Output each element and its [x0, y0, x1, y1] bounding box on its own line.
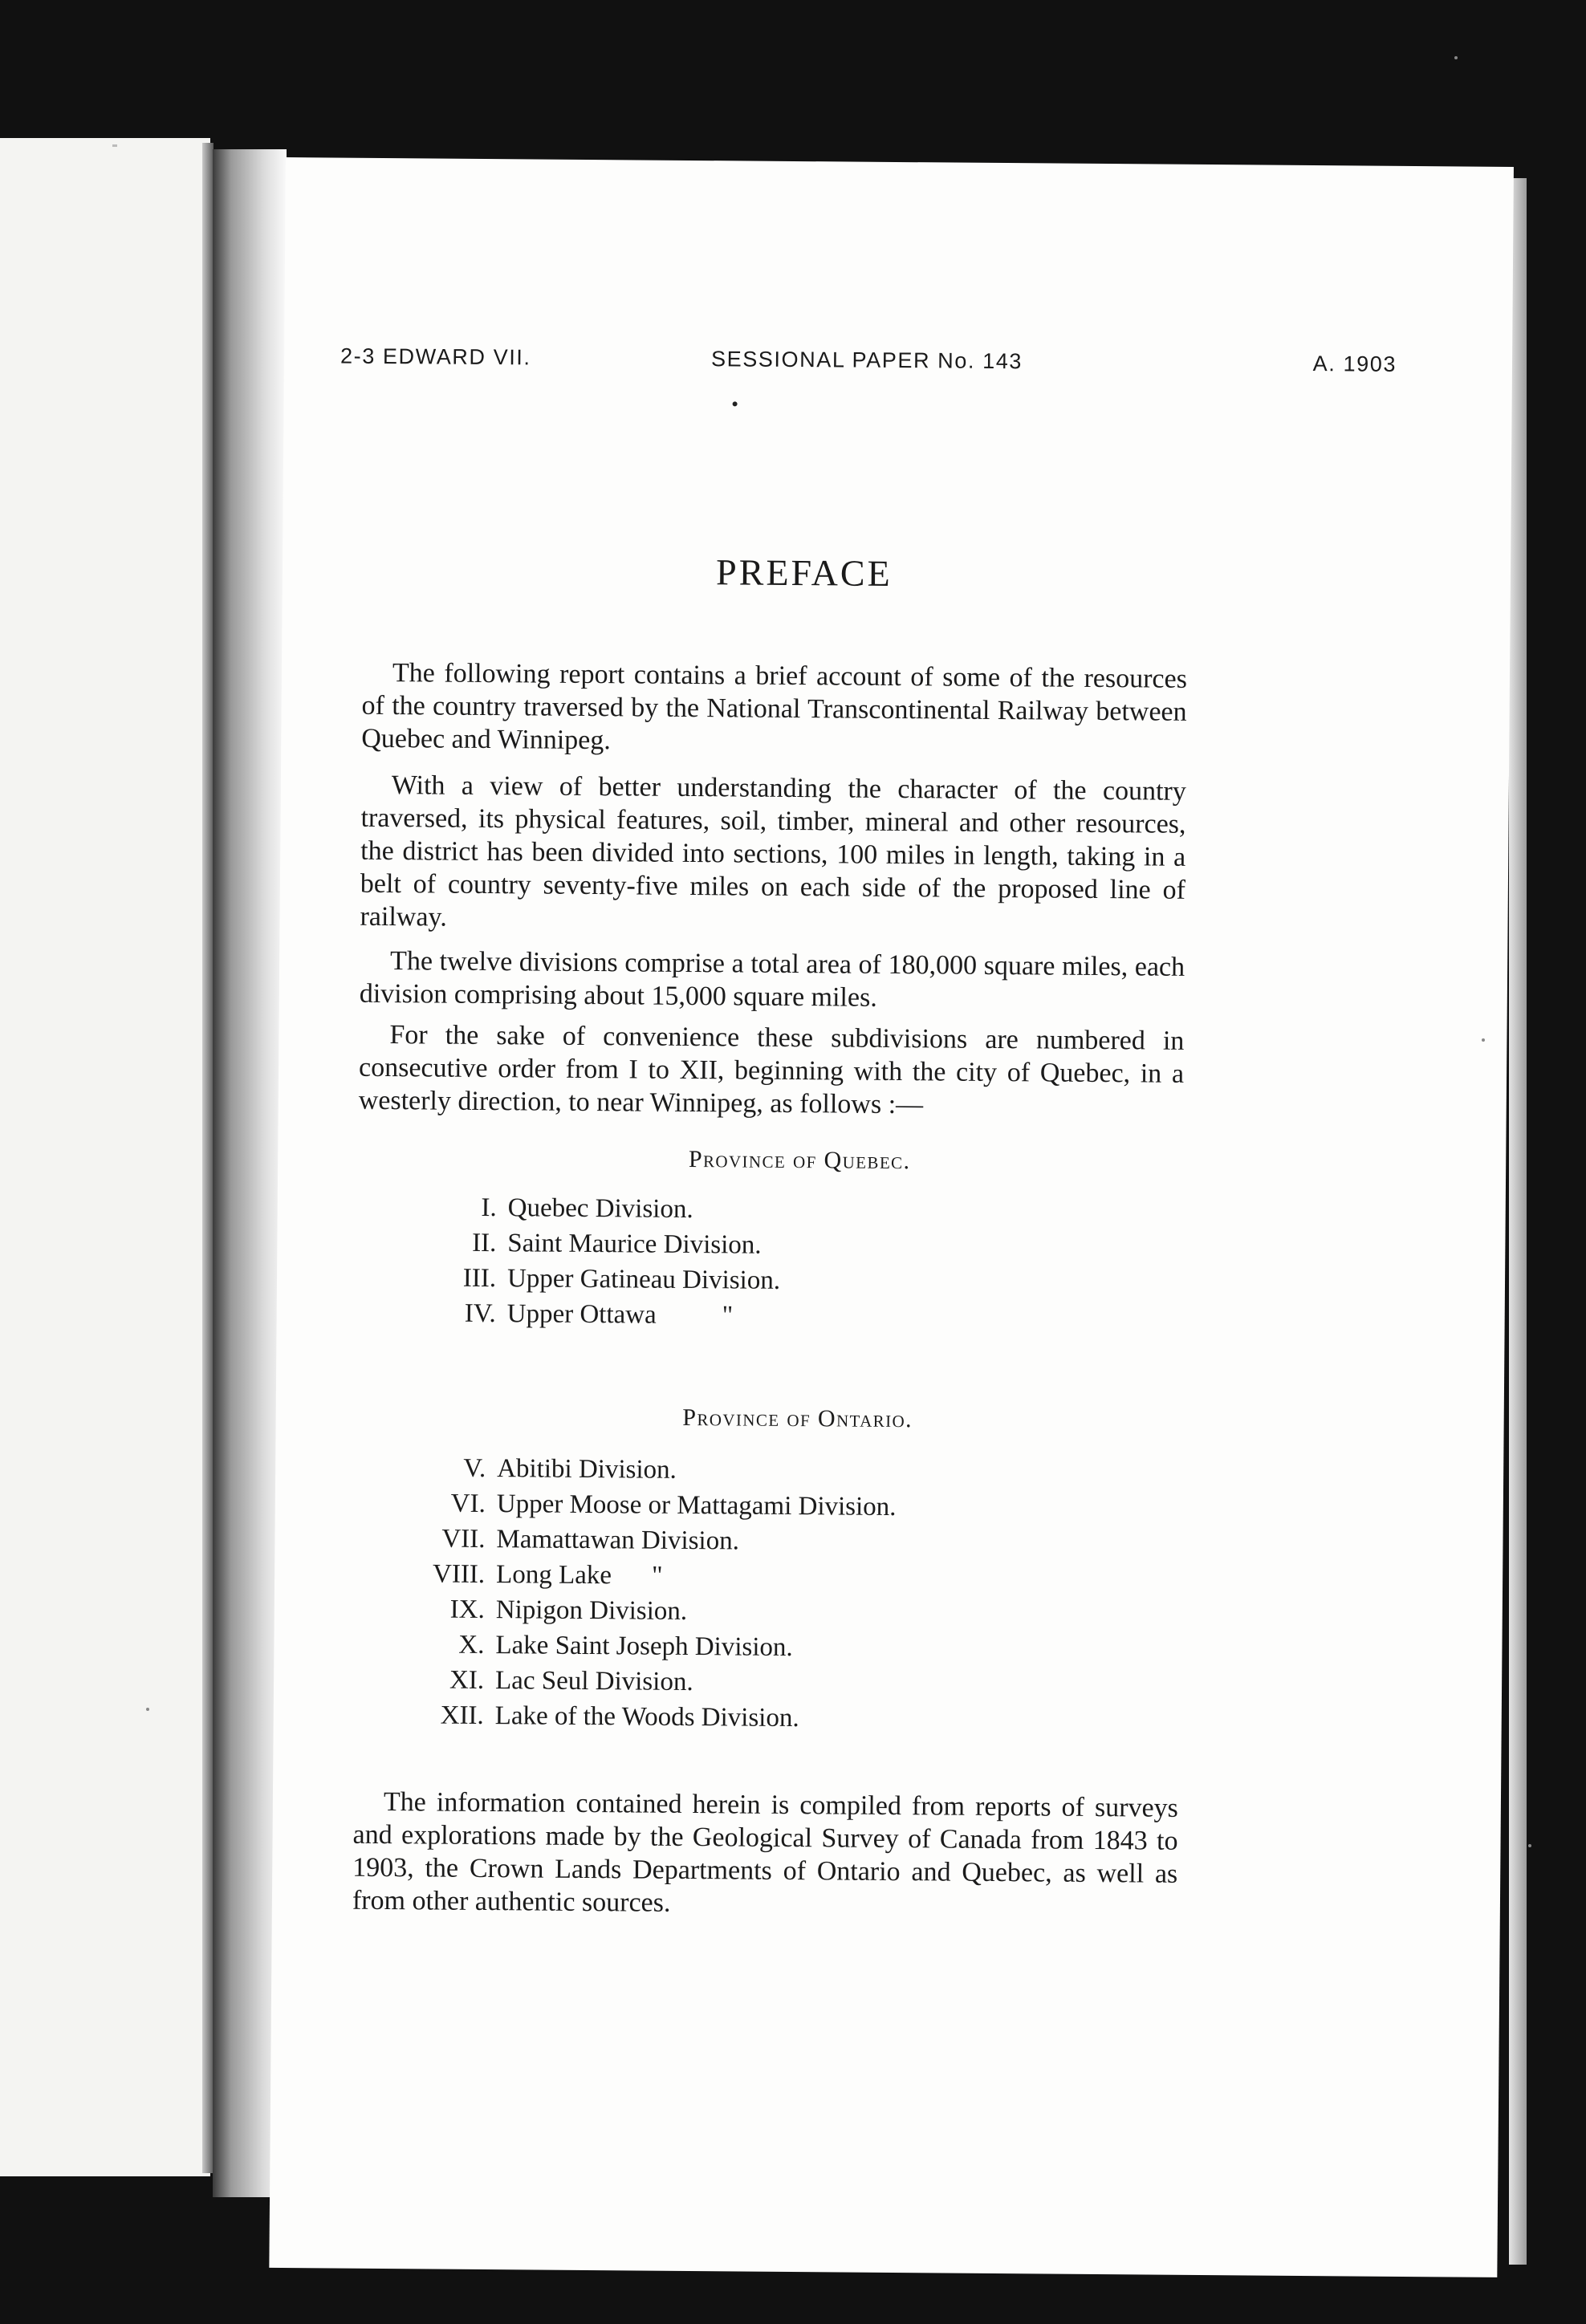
- province-quebec-heading: Province of Quebec.: [688, 1145, 911, 1175]
- division-number: X.: [458, 1630, 485, 1660]
- division-name: Lake of the Woods Division.: [494, 1701, 799, 1733]
- province-ontario-heading: Province of Ontario.: [682, 1404, 913, 1433]
- header-year: A. 1903: [1312, 351, 1397, 376]
- scan-speck: [1482, 1038, 1485, 1042]
- list-item: [278, 1188, 1080, 1230]
- paragraph-text: With a view of better understanding the character of the country traversed, its physical features, soil, timber, mineral and other resources, the district has been divided into sections, 100 miles in length, taking in a belt of country seventy-five miles on each side of the proposed line of railway.: [360, 770, 1186, 932]
- division-number: VIII.: [432, 1559, 486, 1590]
- division-number: II.: [472, 1228, 497, 1258]
- division-name: Saint Maurice Division.: [507, 1229, 762, 1260]
- header-sessional-paper: SESSIONAL PAPER No. 143: [710, 347, 1023, 374]
- list-item: [274, 1555, 1077, 1597]
- division-number: XI.: [449, 1665, 485, 1695]
- list-item: [275, 1449, 1078, 1491]
- paragraph: [361, 656, 1187, 762]
- list-item: [274, 1520, 1077, 1562]
- paragraph-text: The twelve divisions comprise a total area of 180,000 square miles, each division comprising about 15,000 square miles.: [359, 946, 1185, 1013]
- scan-speck: [146, 1708, 149, 1711]
- running-header: [340, 344, 1397, 384]
- list-item: [274, 1591, 1077, 1632]
- left-facing-page: [0, 138, 210, 2176]
- division-name: Lac Seul Division.: [494, 1666, 693, 1697]
- right-page-edge: [1509, 178, 1527, 2265]
- ink-speck: [733, 401, 738, 406]
- scan-speck: [1454, 56, 1458, 59]
- scan-speck: [112, 144, 117, 147]
- list-item: [274, 1661, 1076, 1703]
- division-name: Long Lake: [495, 1560, 612, 1591]
- page-title: PREFACE: [715, 551, 893, 594]
- division-name: Upper Moose or Mattagami Division.: [496, 1489, 897, 1522]
- list-item: [277, 1224, 1080, 1266]
- list-item: [275, 1485, 1078, 1526]
- list-item: [277, 1259, 1080, 1301]
- division-number: VI.: [450, 1489, 486, 1519]
- paragraph-text: The following report contains a brief account of some of the resources of the country traversed by the National Transcontinental Railway between Quebec and Winnipeg.: [361, 658, 1188, 756]
- division-number: IV.: [464, 1298, 496, 1329]
- header-regnal-year: 2-3 EDWARD VII.: [340, 343, 531, 370]
- division-number: VII.: [441, 1524, 486, 1554]
- division-number: XII.: [440, 1700, 484, 1730]
- division-name: Abitibi Division.: [497, 1454, 677, 1485]
- division-number: III.: [462, 1263, 497, 1294]
- ditto-mark: ": [651, 1561, 663, 1591]
- quebec-division-list: [277, 1188, 1080, 1336]
- document-page: [269, 157, 1514, 2277]
- division-name: Upper Ottawa: [506, 1299, 657, 1330]
- paragraph: [359, 1018, 1185, 1123]
- division-name: Lake Saint Joseph Division.: [495, 1631, 793, 1663]
- scan-speck: [1528, 1844, 1531, 1847]
- paragraph-text: For the sake of convenience these subdivisions are numbered in consecutive order from I to XII, beginning with the city of Quebec, in a westerly direction, to near Winnipeg, as follows :—: [358, 1020, 1185, 1120]
- ontario-division-list: [274, 1449, 1079, 1738]
- paragraph: [360, 769, 1186, 940]
- list-item: [274, 1626, 1076, 1668]
- division-number: V.: [463, 1453, 486, 1484]
- division-number: IX.: [449, 1595, 485, 1625]
- list-item: [274, 1696, 1076, 1738]
- list-item: [277, 1294, 1080, 1336]
- division-number: I.: [481, 1192, 497, 1223]
- paragraph-text: The information contained herein is compiled from reports of surveys and explorations made by the Geological Survey of Canada from 1843 to 1903, the Crown Lands Departments of Ontario and Quebec, as well as from other authentic sources.: [352, 1787, 1179, 1918]
- ditto-mark: ": [722, 1301, 734, 1331]
- division-name: Upper Gatineau Division.: [506, 1264, 781, 1295]
- paragraph: [360, 945, 1185, 1017]
- closing-paragraph: [352, 1786, 1178, 1924]
- division-name: Quebec Division.: [507, 1193, 693, 1225]
- division-name: Nipigon Division.: [495, 1595, 688, 1626]
- division-name: Mamattawan Division.: [496, 1525, 740, 1556]
- left-page-edge: [202, 143, 214, 2173]
